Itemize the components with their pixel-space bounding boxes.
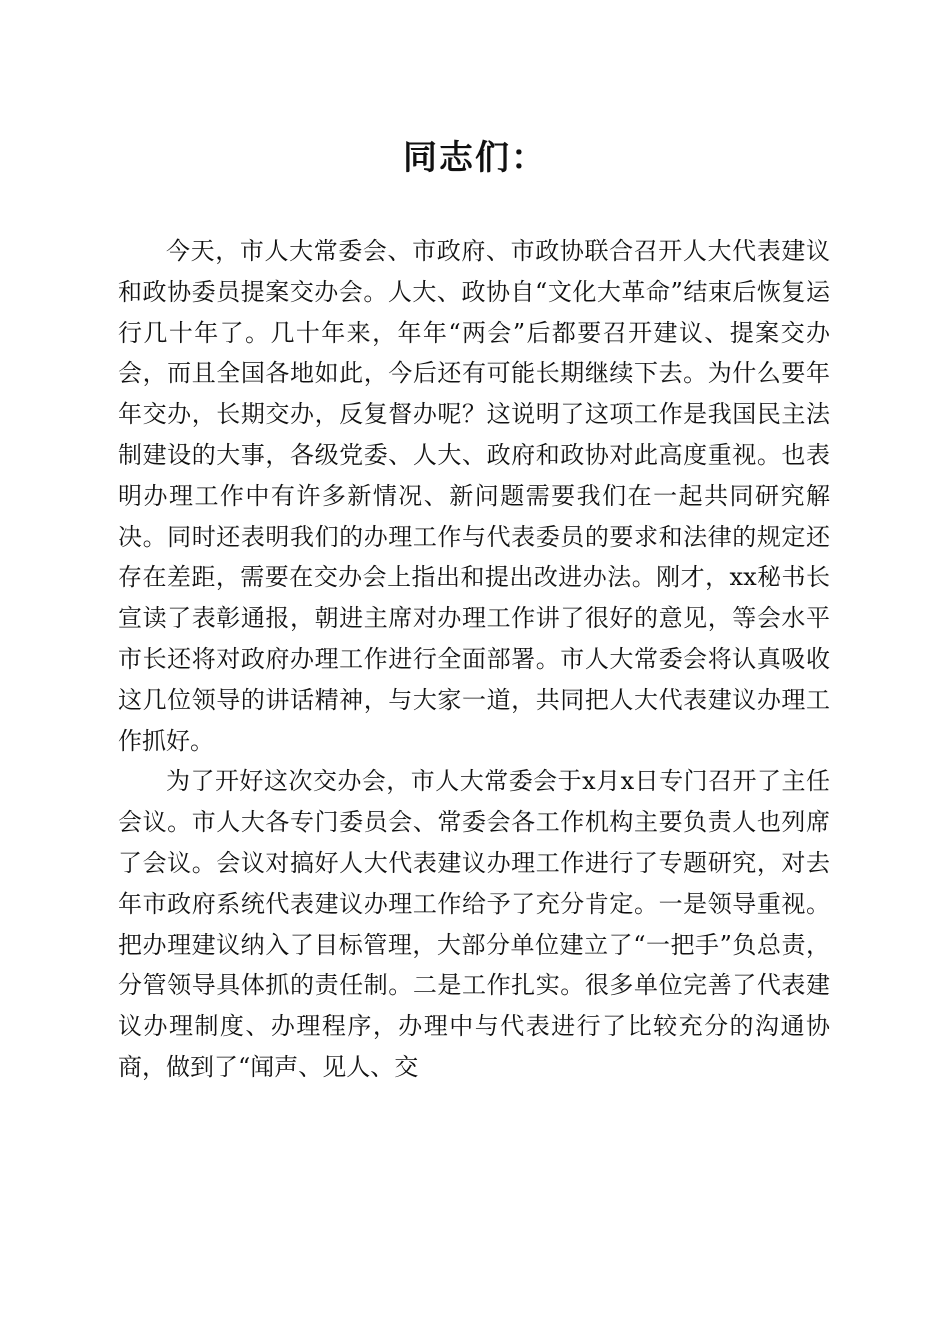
paragraph-2: 为了开好这次交办会，市人大常委会于x月x日专门召开了主任会议。市人大各专门委员会、常委会各工作机构主要负责人也列席了会议。会议对搞好人大代表建议办理工作进行了专题研究，对去年市政府系统代表建议办理工作给予了充分肯定。一是领导重视。把办理建议纳入了目标管理，大部分单位建立了“一把手”负总责，分管领导具体抓的责任制。二是工作扎实。很多单位完善了代表建议办理制度、办理程序，办理中与代表进行了比较充分的沟通协商，做到了“闻声、见人、交 [118, 767, 830, 1081]
paragraph-1: 今天，市人大常委会、市政府、市政协联合召开人大代表建议和政协委员提案交办会。人大、政协自“文化大革命”结束后恢复运行几十年了。几十年来，年年“两会”后都要召开建议、提案交办会，而且全国各地如此，今后还有可能长期继续下去。为什么要年年交办，长期交办，反复督办呢？这说明了这项工作是我国民主法制建设的大事，各级党委、人大、政府和政协对此高度重视。也表明办理工作中有许多新情况、新问题需要我们在一起共同研究解决。同时还表明我们的办理工作与代表委员的要求和法律的规定还存在差距，需要在交办会上指出和提出改进办法。刚才，xx秘书长宣读了表彰通报，朝进主席对办理工作讲了很好的意见，等会水平市长还将对政府办理工作进行全面部署。市人大常委会将认真吸收这几位领导的讲话精神，与大家一道，共同把人大代表建议办理工作抓好。 [118, 237, 830, 755]
document-body [118, 231, 830, 1088]
document-title: 同志们： [403, 138, 547, 178]
